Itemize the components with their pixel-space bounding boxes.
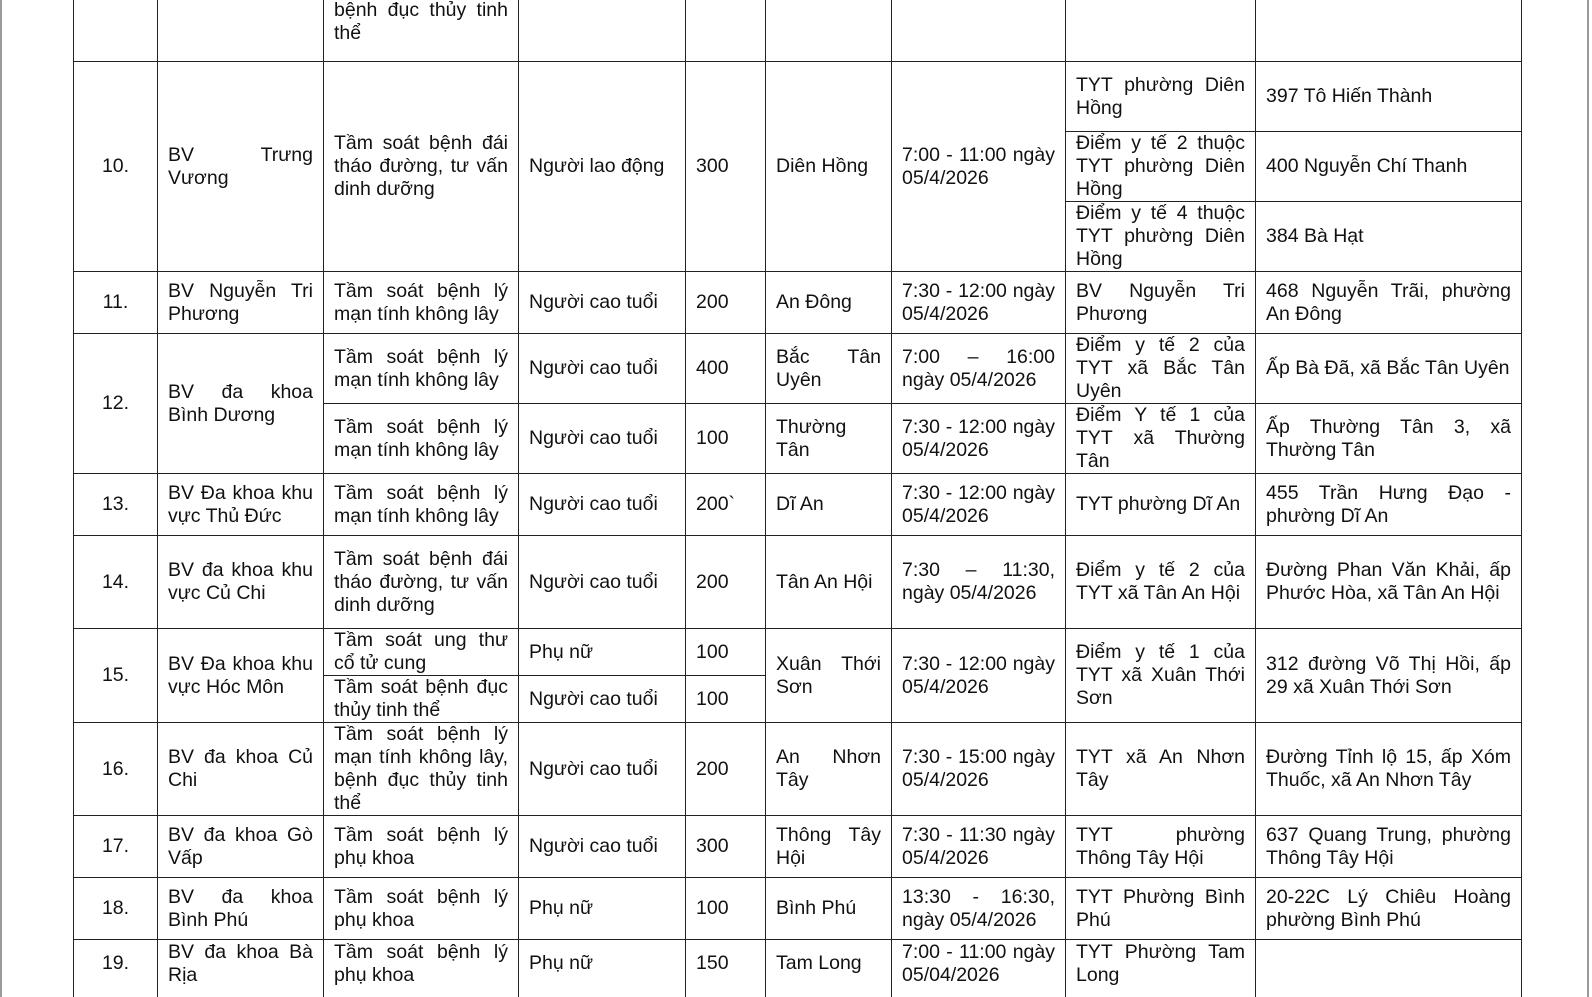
- ward-cell: Dĩ An: [766, 474, 892, 536]
- time-cell: 13:30 - 16:30, ngày 05/4/2026: [892, 878, 1066, 940]
- address-cell: [1256, 0, 1522, 62]
- service-cell: Tầm soát bệnh đái tháo đường, tư vấn dinh dưỡng: [324, 536, 519, 629]
- time-cell: 7:30 - 12:00 ngày 05/4/2026: [892, 404, 1066, 474]
- target-cell: Người cao tuổi: [519, 334, 686, 404]
- hospital-cell: BV đa khoa Bà Rịa: [158, 940, 324, 997]
- place-cell: Điểm y tế 1 của TYT xã Xuân Thới Sơn: [1066, 629, 1256, 723]
- place-cell: TYT phường Thông Tây Hội: [1066, 816, 1256, 878]
- row-number-cell: 17.: [74, 816, 158, 878]
- quantity-cell: 100: [686, 629, 766, 676]
- place-cell: Điểm y tế 2 của TYT xã Bắc Tân Uyên: [1066, 334, 1256, 404]
- address-cell: 637 Quang Trung, phường Thông Tây Hội: [1256, 816, 1522, 878]
- address-cell: 397 Tô Hiến Thành: [1256, 62, 1522, 132]
- quantity-cell: 100: [686, 878, 766, 940]
- place-cell: TYT Phường Tam Long: [1066, 940, 1256, 997]
- quantity-cell: 200: [686, 536, 766, 629]
- address-cell: 384 Bà Hạt: [1256, 202, 1522, 272]
- quantity-cell: 200: [686, 723, 766, 816]
- quantity-cell: 300: [686, 62, 766, 272]
- screening-schedule-table: [73, 0, 1522, 997]
- target-cell: Người cao tuổi: [519, 474, 686, 536]
- quantity-cell: 400: [686, 334, 766, 404]
- hospital-cell: BV đa khoa Gò Vấp: [158, 816, 324, 878]
- service-cell: Tầm soát bệnh đái tháo đường, tư vấn dinh dưỡng: [324, 62, 519, 272]
- ward-cell: Bắc Tân Uyên: [766, 334, 892, 404]
- ward-cell: Xuân Thới Sơn: [766, 629, 892, 723]
- quantity-cell: 150: [686, 940, 766, 997]
- target-cell: Phụ nữ: [519, 940, 686, 997]
- hospital-cell: [158, 0, 324, 62]
- page-edge-right: [1587, 0, 1589, 997]
- ward-cell: An Đông: [766, 272, 892, 334]
- time-cell: 7:30 - 11:30 ngày 05/4/2026: [892, 816, 1066, 878]
- service-cell: Tầm soát bệnh đục thủy tinh thể: [324, 676, 519, 723]
- service-cell: Tầm soát bệnh lý mạn tính không lây: [324, 334, 519, 404]
- target-cell: Người cao tuổi: [519, 676, 686, 723]
- ward-cell: [766, 0, 892, 62]
- place-cell: Điểm y tế 2 thuộc TYT phường Diên Hồng: [1066, 132, 1256, 202]
- place-cell: BV Nguyễn Tri Phương: [1066, 272, 1256, 334]
- ward-cell: Thường Tân: [766, 404, 892, 474]
- service-cell: Tầm soát bệnh lý mạn tính không lây, bệnh đục thủy tinh thể: [324, 723, 519, 816]
- row-number-cell: 12.: [74, 334, 158, 474]
- service-cell: Tầm soát bệnh lý mạn tính không lây: [324, 404, 519, 474]
- address-cell: Đường Phan Văn Khải, ấp Phước Hòa, xã Tân An Hội: [1256, 536, 1522, 629]
- address-cell: 20-22C Lý Chiêu Hoàng phường Bình Phú: [1256, 878, 1522, 940]
- address-cell: 400 Nguyễn Chí Thanh: [1256, 132, 1522, 202]
- time-cell: 7:30 - 12:00 ngày 05/4/2026: [892, 474, 1066, 536]
- ward-cell: Tam Long: [766, 940, 892, 997]
- target-cell: Người cao tuổi: [519, 816, 686, 878]
- hospital-cell: BV đa khoa Củ Chi: [158, 723, 324, 816]
- quantity-cell: 100: [686, 404, 766, 474]
- quantity-cell: 100: [686, 676, 766, 723]
- target-cell: Phụ nữ: [519, 629, 686, 676]
- place-cell: TYT phường Dĩ An: [1066, 474, 1256, 536]
- quantity-cell: 300: [686, 816, 766, 878]
- target-cell: Phụ nữ: [519, 878, 686, 940]
- time-cell: 7:30 - 12:00 ngày 05/4/2026: [892, 629, 1066, 723]
- address-cell: 455 Trần Hưng Đạo - phường Dĩ An: [1256, 474, 1522, 536]
- table-row: [74, 0, 1522, 62]
- hospital-cell: BV Nguyễn Tri Phương: [158, 272, 324, 334]
- time-cell: 7:00 - 11:00 ngày 05/04/2026: [892, 940, 1066, 997]
- service-cell: Tầm soát bệnh lý phụ khoa: [324, 816, 519, 878]
- table-row: [74, 629, 1522, 676]
- place-cell: TYT xã An Nhơn Tây: [1066, 723, 1256, 816]
- place-cell: Điểm y tế 2 của TYT xã Tân An Hội: [1066, 536, 1256, 629]
- place-cell: Điểm y tế 4 thuộc TYT phường Diên Hồng: [1066, 202, 1256, 272]
- address-cell: Ấp Bà Đã, xã Bắc Tân Uyên: [1256, 334, 1522, 404]
- row-number-cell: 15.: [74, 629, 158, 723]
- row-number-cell: 14.: [74, 536, 158, 629]
- address-cell: Ấp Thường Tân 3, xã Thường Tân: [1256, 404, 1522, 474]
- service-cell: Tầm soát bệnh lý phụ khoa: [324, 940, 519, 997]
- table-row: [74, 940, 1522, 997]
- target-cell: Người cao tuổi: [519, 404, 686, 474]
- hospital-cell: BV Trưng Vương: [158, 62, 324, 272]
- target-cell: [519, 0, 686, 62]
- target-cell: Người cao tuổi: [519, 272, 686, 334]
- address-cell: Đường Tỉnh lộ 15, ấp Xóm Thuốc, xã An Nhơn Tây: [1256, 723, 1522, 816]
- target-cell: Người cao tuổi: [519, 536, 686, 629]
- row-number-cell: 18.: [74, 878, 158, 940]
- target-cell: Người lao động: [519, 62, 686, 272]
- address-cell: 468 Nguyễn Trãi, phường An Đông: [1256, 272, 1522, 334]
- table-row: [74, 536, 1522, 629]
- table-row: [74, 816, 1522, 878]
- service-cell: bệnh đục thủy tinh thể: [324, 0, 519, 62]
- quantity-cell: 200: [686, 272, 766, 334]
- ward-cell: Tân An Hội: [766, 536, 892, 629]
- service-cell: Tầm soát bệnh lý mạn tính không lây: [324, 474, 519, 536]
- hospital-cell: BV Đa khoa khu vực Hóc Môn: [158, 629, 324, 723]
- time-cell: 7:00 - 11:00 ngày 05/4/2026: [892, 62, 1066, 272]
- hospital-cell: BV Đa khoa khu vực Thủ Đức: [158, 474, 324, 536]
- row-number-cell: 19.: [74, 940, 158, 997]
- row-number-cell: 10.: [74, 62, 158, 272]
- hospital-cell: BV đa khoa Bình Phú: [158, 878, 324, 940]
- table-row: [74, 272, 1522, 334]
- quantity-cell: 200`: [686, 474, 766, 536]
- table-row: [74, 878, 1522, 940]
- page-edge-left: [0, 0, 2, 997]
- hospital-cell: BV đa khoa khu vực Củ Chi: [158, 536, 324, 629]
- table-row: [74, 62, 1522, 132]
- row-number-cell: 11.: [74, 272, 158, 334]
- time-cell: 7:30 – 11:30, ngày 05/4/2026: [892, 536, 1066, 629]
- service-cell: Tầm soát ung thư cổ tử cung: [324, 629, 519, 676]
- table-row: [74, 723, 1522, 816]
- hospital-cell: BV đa khoa Bình Dương: [158, 334, 324, 474]
- address-cell: [1256, 940, 1522, 997]
- ward-cell: An Nhơn Tây: [766, 723, 892, 816]
- ward-cell: Bình Phú: [766, 878, 892, 940]
- row-number-cell: 16.: [74, 723, 158, 816]
- ward-cell: Thông Tây Hội: [766, 816, 892, 878]
- service-cell: Tầm soát bệnh lý mạn tính không lây: [324, 272, 519, 334]
- time-cell: 7:30 - 15:00 ngày 05/4/2026: [892, 723, 1066, 816]
- row-number-cell: 13.: [74, 474, 158, 536]
- service-cell: Tầm soát bệnh lý phụ khoa: [324, 878, 519, 940]
- quantity-cell: [686, 0, 766, 62]
- row-number-cell: [74, 0, 158, 62]
- place-cell: Điểm Y tế 1 của TYT xã Thường Tân: [1066, 404, 1256, 474]
- time-cell: [892, 0, 1066, 62]
- place-cell: TYT Phường Bình Phú: [1066, 878, 1256, 940]
- target-cell: Người cao tuổi: [519, 723, 686, 816]
- time-cell: 7:30 - 12:00 ngày 05/4/2026: [892, 272, 1066, 334]
- table-row: [74, 334, 1522, 404]
- time-cell: 7:00 – 16:00 ngày 05/4/2026: [892, 334, 1066, 404]
- place-cell: [1066, 0, 1256, 62]
- table-row: [74, 474, 1522, 536]
- address-cell: 312 đường Võ Thị Hồi, ấp 29 xã Xuân Thới Sơn: [1256, 629, 1522, 723]
- ward-cell: Diên Hồng: [766, 62, 892, 272]
- place-cell: TYT phường Diên Hồng: [1066, 62, 1256, 132]
